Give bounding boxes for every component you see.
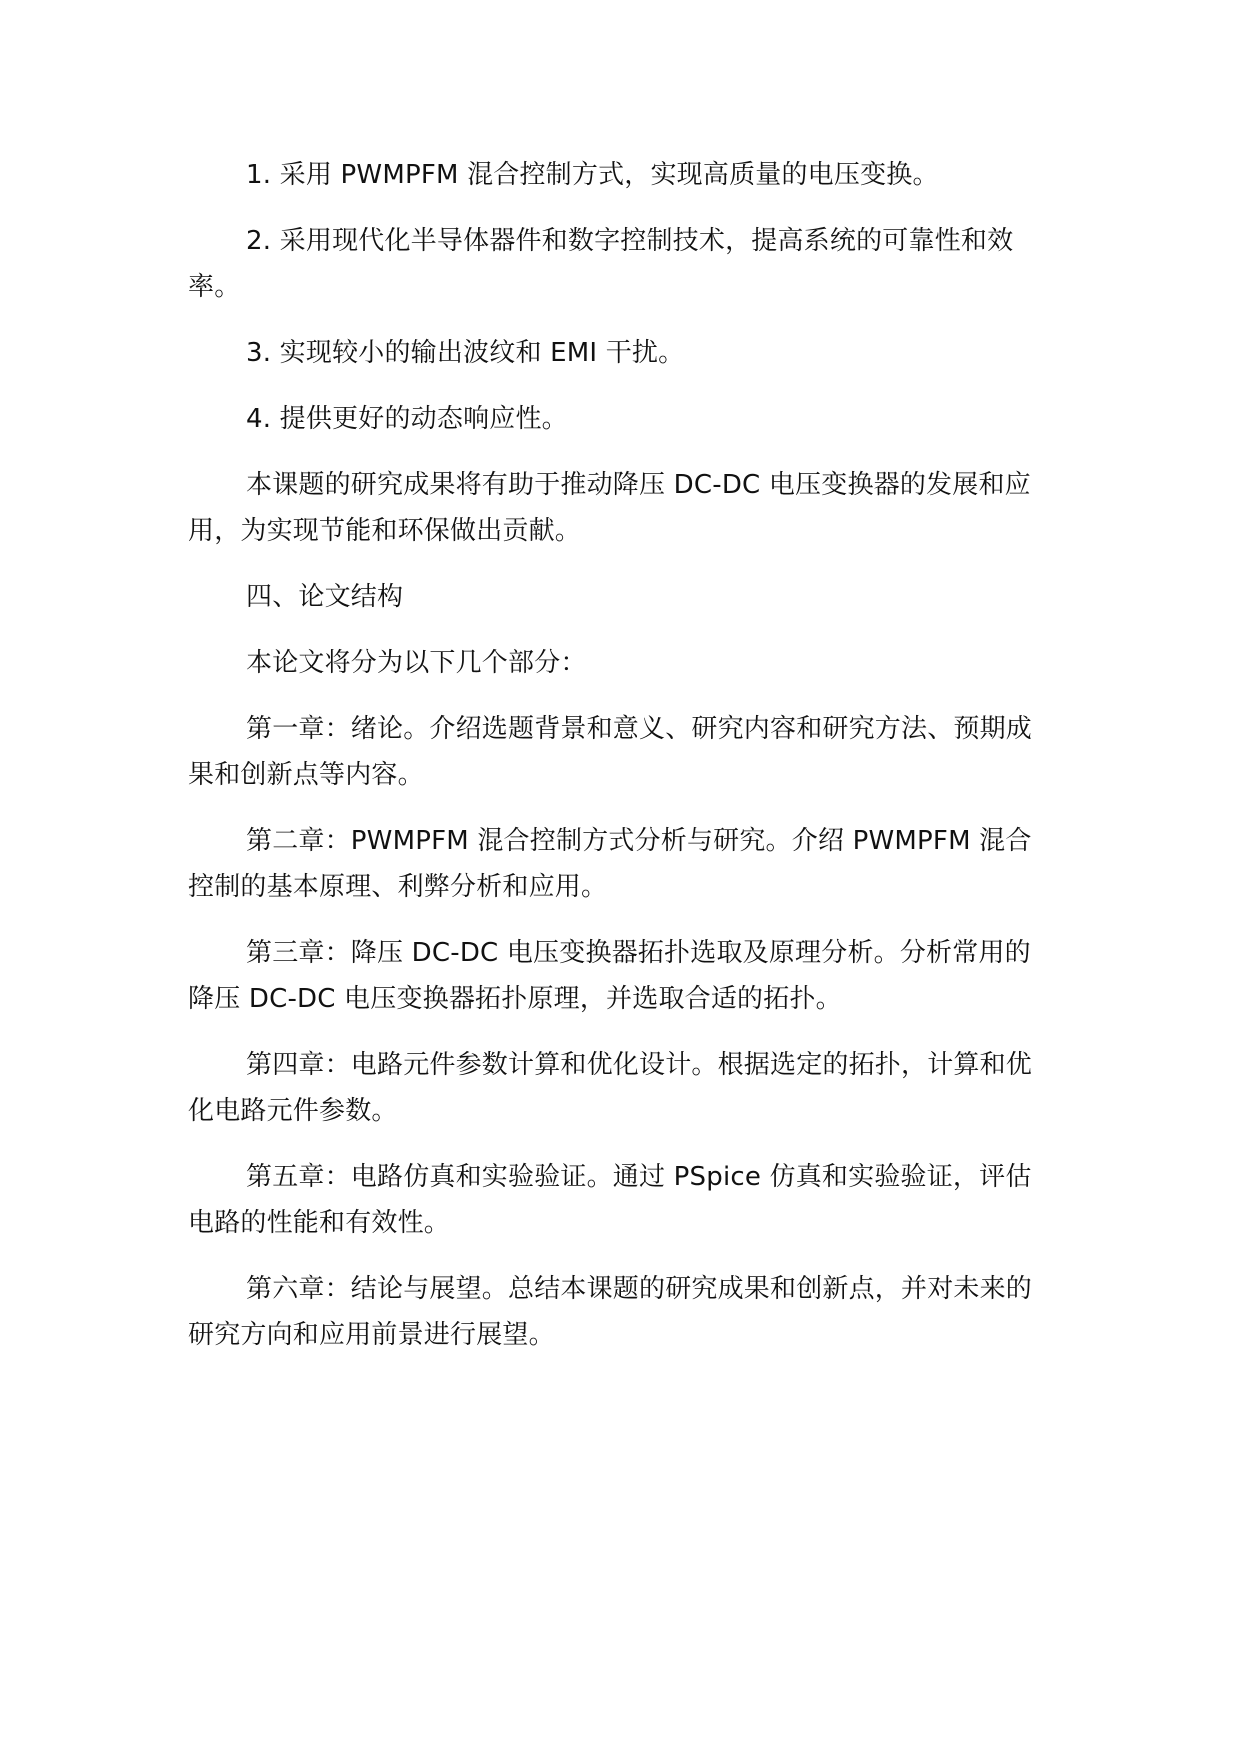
list-item-2: 2. 采用现代化半导体器件和数字控制技术，提高系统的可靠性和效率。 <box>188 226 1014 302</box>
list-item-1: 1. 采用 PWMPFM 混合控制方式，实现高质量的电压变换。 <box>246 160 939 190</box>
chapter-5-paragraph: 第五章：电路仿真和实验验证。通过 PSpice 仿真和实验验证，评估电路的性能和有效性。 <box>188 1162 1032 1238</box>
summary-paragraph: 本课题的研究成果将有助于推动降压 DC-DC 电压变换器的发展和应用，为实现节能和环保做出贡献。 <box>188 470 1031 546</box>
structure-intro: 本论文将分为以下几个部分： <box>246 648 587 678</box>
list-item-3: 3. 实现较小的输出波纹和 EMI 干扰。 <box>246 338 685 368</box>
chapter-4-paragraph: 第四章：电路元件参数计算和优化设计。根据选定的拓扑，计算和优化电路元件参数。 <box>188 1050 1033 1126</box>
section-heading: 四、论文结构 <box>246 582 404 612</box>
chapter-6-paragraph: 第六章：结论与展望。总结本课题的研究成果和创新点，并对未来的研究方向和应用前景进行展望。 <box>188 1274 1033 1350</box>
document-body <box>188 152 1048 1358</box>
chapter-1-paragraph: 第一章：绪论。介绍选题背景和意义、研究内容和研究方法、预期成果和创新点等内容。 <box>188 714 1033 790</box>
chapter-3-paragraph: 第三章：降压 DC-DC 电压变换器拓扑选取及原理分析。分析常用的降压 DC-DC 电压变换器拓扑原理，并选取合适的拓扑。 <box>188 938 1031 1014</box>
chapter-2-paragraph: 第二章：PWMPFM 混合控制方式分析与研究。介绍 PWMPFM 混合控制的基本原理、利弊分析和应用。 <box>188 826 1032 902</box>
list-item-4: 4. 提供更好的动态响应性。 <box>246 404 568 434</box>
